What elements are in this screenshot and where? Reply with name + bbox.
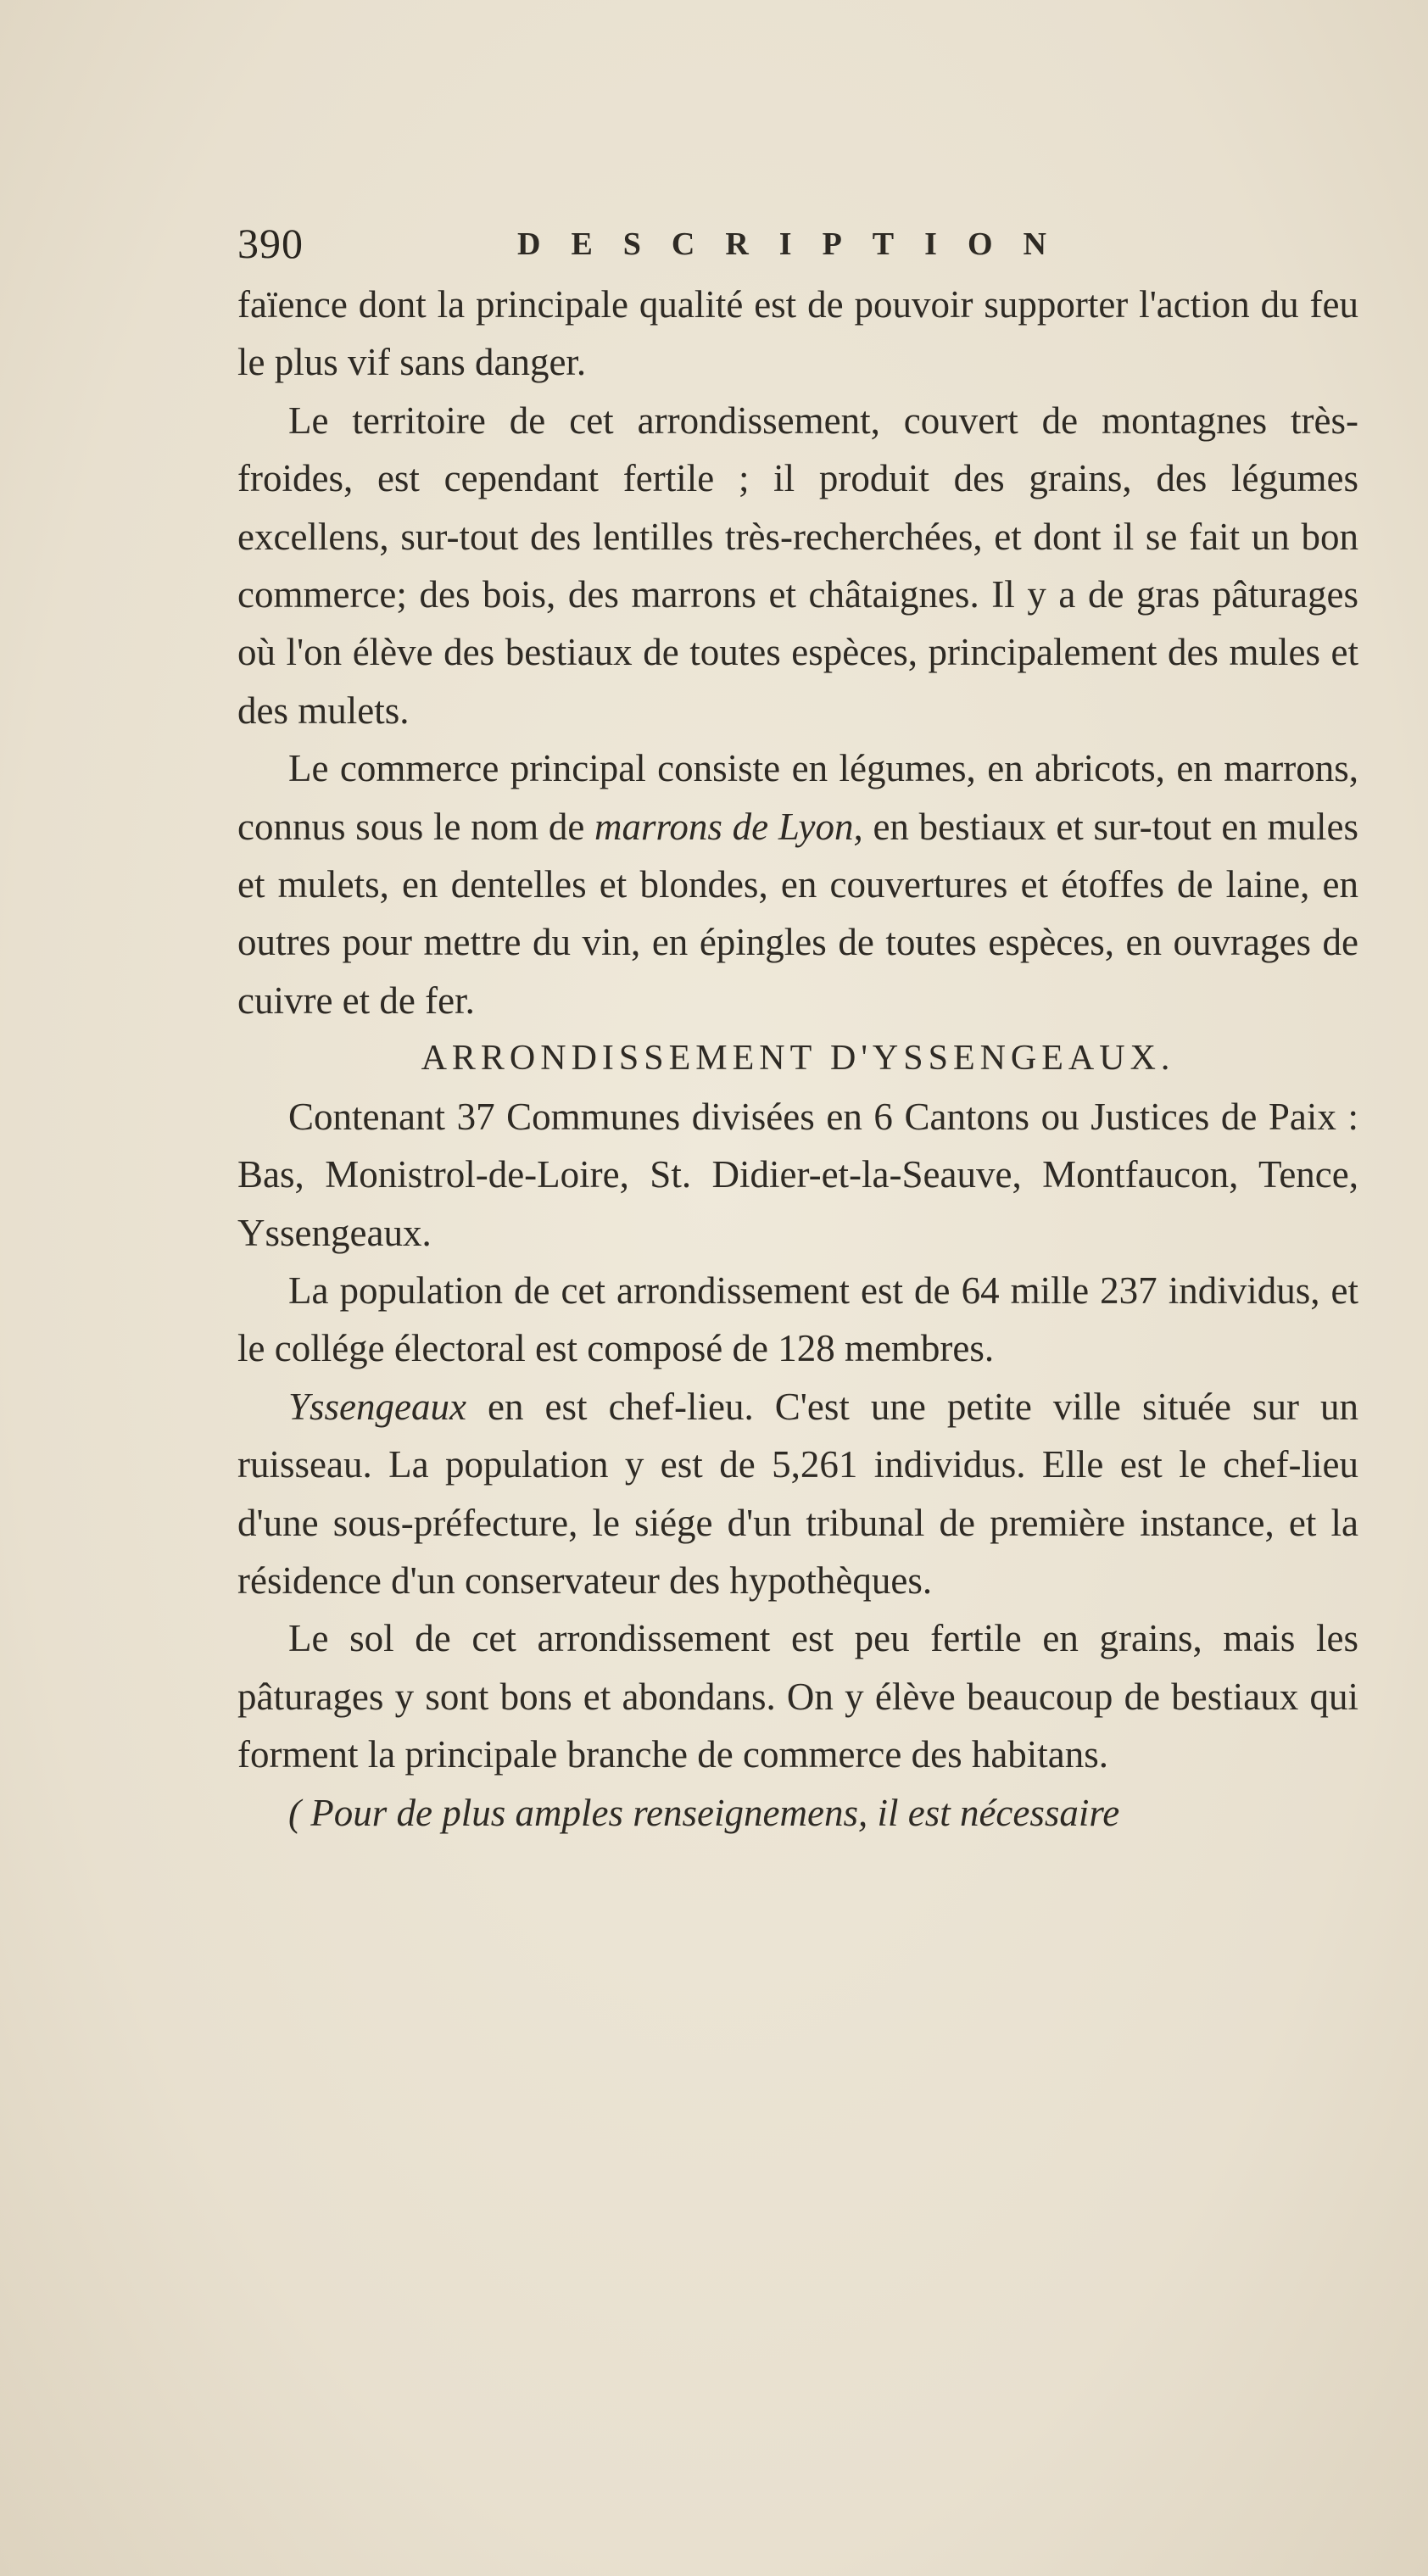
commerce-text-end: en bestiaux et sur-tout en mules et mulets, en dentelles et blondes, en couvertures et étoffes de laine, en outres pour mettre du vin, en épingles de toutes espèces, en ouvrages de cuivre et de fer. [237,805,1358,1022]
paragraph-commerce [237,739,1358,1029]
paragraph-population: La population de cet arrondissement est de 64 mille 237 individus, et le collége électoral est composé de 128 membres. [237,1268,1358,1370]
running-head: DESCRIPTION [517,226,1077,262]
page-number: 390 [237,220,304,267]
body-text [237,276,1358,1842]
commerce-text-start: Le commerce principal consiste en légumes, en abricots, en marrons, connus sous le nom de [237,747,1358,848]
paragraph-chef-lieu [237,1378,1358,1610]
section-heading: ARRONDISSEMENT D'YSSENGEAUX. [421,1039,1175,1079]
paragraph-note: ( Pour de plus amples renseignemens, il est nécessaire [288,1791,1120,1834]
paragraph-soil: Le sol de cet arrondissement est peu fertile en grains, mais les pâturages y sont bons et abondans. On y élève beaucoup de bestiaux qui forment la principale branche de commerce des habitans. [237,1617,1358,1776]
paragraph-continuation: faïence dont la principale qualité est de pouvoir supporter l'action du feu le plus vif sans danger. [237,283,1358,384]
chef-lieu-text: en est chef-lieu. C'est une petite ville située sur un ruisseau. La population y est de 5,261 individus. Elle est le chef-lieu d'une sous-préfecture, le siége d'un tribunal de première instance, et la résidence d'un conservateur des hypothèques. [237,1385,1358,1602]
page-header [237,219,1094,270]
paragraph-communes: Contenant 37 Communes divisées en 6 Cantons ou Justices de Paix : Bas, Monistrol-de-Loire, St. Didier-et-la-Seauve, Montfaucon, Tence, Yssengeaux. [237,1095,1358,1254]
paragraph-territory: Le territoire de cet arrondissement, couvert de montagnes très-froides, est cependant fertile ; il produit des grains, des légumes excellens, sur-tout des lentilles très-recherchées, et dont il se fait un bon commerce; des bois, des marrons et châtaignes. Il y a de gras pâturages où l'on élève des bestiaux de toutes espèces, principalement des mules et des mulets. [237,399,1358,732]
commerce-italic-term: marrons de Lyon, [594,805,863,848]
chef-lieu-italic-name: Yssengeaux [288,1385,466,1428]
